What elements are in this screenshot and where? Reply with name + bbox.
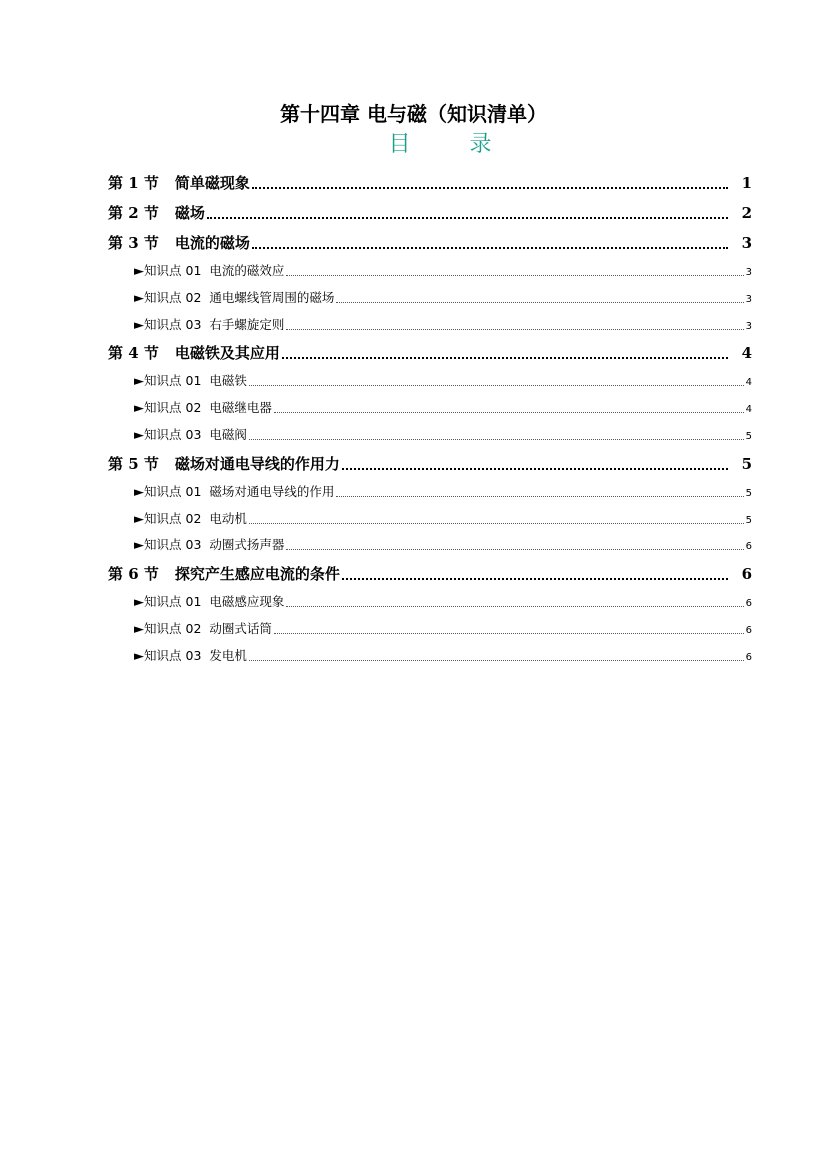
knowledge-point-page-number: 6 bbox=[745, 541, 752, 553]
section-number: 第 1 节 bbox=[108, 174, 159, 192]
knowledge-point-number: 01 bbox=[185, 594, 202, 610]
dot-leader bbox=[286, 312, 743, 338]
toc-knowledge-point-entry[interactable] bbox=[134, 532, 752, 558]
arrow-right-icon: ► bbox=[134, 374, 144, 390]
knowledge-point-page-number: 5 bbox=[745, 487, 752, 499]
arrow-right-icon: ► bbox=[134, 484, 144, 500]
knowledge-point-title: 通电螺线管周围的磁场 bbox=[209, 289, 335, 305]
arrow-right-icon: ► bbox=[134, 538, 144, 554]
dot-leader bbox=[336, 479, 743, 505]
knowledge-point-page-number: 3 bbox=[745, 320, 752, 332]
knowledge-point-title: 电磁铁 bbox=[209, 373, 247, 389]
knowledge-point-title: 电磁感应现象 bbox=[209, 594, 285, 610]
toc-section-entry[interactable] bbox=[108, 168, 752, 198]
knowledge-point-number: 02 bbox=[185, 621, 202, 636]
knowledge-point-page-number: 4 bbox=[745, 404, 752, 416]
knowledge-point-label: 知识点 bbox=[144, 621, 182, 636]
knowledge-point-number: 01 bbox=[185, 263, 202, 278]
section-number: 第 4 节 bbox=[108, 344, 159, 363]
knowledge-point-page-number: 6 bbox=[745, 651, 752, 663]
toc-section-entry[interactable] bbox=[108, 228, 752, 258]
knowledge-point-title: 右手螺旋定则 bbox=[209, 316, 285, 332]
knowledge-point-label: 知识点 bbox=[144, 510, 182, 526]
dot-leader bbox=[342, 449, 728, 479]
section-page-number: 5 bbox=[741, 454, 752, 473]
dot-leader bbox=[274, 616, 744, 642]
knowledge-point-page-number: 4 bbox=[745, 377, 752, 389]
knowledge-point-page-number: 3 bbox=[745, 267, 752, 278]
knowledge-point-label: 知识点 bbox=[144, 373, 182, 389]
arrow-right-icon: ► bbox=[134, 428, 144, 443]
section-page-number: 4 bbox=[741, 344, 752, 363]
toc-section-entry[interactable] bbox=[108, 338, 752, 368]
toc-section-entry[interactable] bbox=[108, 559, 752, 589]
section-number: 第 3 节 bbox=[108, 234, 159, 252]
document-title: 第十四章 电与磁（知识清单） bbox=[280, 102, 547, 126]
knowledge-point-number: 02 bbox=[185, 510, 202, 526]
section-number: 第 5 节 bbox=[108, 454, 159, 473]
knowledge-point-label: 知识点 bbox=[144, 400, 182, 416]
dot-leader bbox=[286, 589, 743, 615]
arrow-right-icon: ► bbox=[134, 317, 144, 333]
section-number: 第 2 节 bbox=[108, 204, 159, 222]
knowledge-point-label: 知识点 bbox=[144, 483, 182, 499]
toc-knowledge-point-entry[interactable] bbox=[134, 395, 752, 421]
knowledge-point-number: 02 bbox=[185, 289, 202, 305]
knowledge-point-title: 动圈式扬声器 bbox=[209, 537, 285, 553]
arrow-right-icon: ► bbox=[134, 648, 144, 664]
knowledge-point-label: 知识点 bbox=[144, 647, 182, 663]
dot-leader bbox=[249, 506, 744, 532]
arrow-right-icon: ► bbox=[134, 401, 144, 417]
toc-knowledge-point-entry[interactable] bbox=[134, 506, 752, 532]
toc-knowledge-point-entry[interactable] bbox=[134, 643, 752, 669]
toc-section-entry[interactable] bbox=[108, 449, 752, 479]
toc-knowledge-point-entry[interactable] bbox=[134, 479, 752, 505]
knowledge-point-title: 磁场对通电导线的作用 bbox=[209, 483, 335, 499]
knowledge-point-label: 知识点 bbox=[144, 594, 182, 610]
dot-leader bbox=[342, 559, 728, 589]
arrow-right-icon: ► bbox=[134, 622, 144, 637]
section-page-number: 6 bbox=[741, 565, 752, 584]
toc-knowledge-point-entry[interactable] bbox=[134, 589, 752, 615]
toc-section-entry[interactable] bbox=[108, 198, 752, 228]
knowledge-point-number: 03 bbox=[185, 647, 202, 663]
toc-knowledge-point-entry[interactable] bbox=[134, 368, 752, 394]
dot-leader bbox=[336, 285, 743, 311]
section-number: 第 6 节 bbox=[108, 565, 159, 584]
section-title: 磁场对通电导线的作用力 bbox=[174, 454, 340, 473]
knowledge-point-page-number: 6 bbox=[745, 598, 752, 610]
knowledge-point-number: 03 bbox=[185, 537, 202, 553]
dot-leader bbox=[249, 643, 744, 669]
knowledge-point-page-number: 5 bbox=[745, 514, 752, 526]
section-title: 探究产生感应电流的条件 bbox=[174, 565, 340, 584]
knowledge-point-label: 知识点 bbox=[144, 537, 182, 553]
dot-leader bbox=[249, 422, 744, 448]
dot-leader bbox=[274, 395, 744, 421]
dot-leader bbox=[207, 198, 728, 228]
arrow-right-icon: ► bbox=[134, 264, 144, 279]
knowledge-point-number: 01 bbox=[185, 373, 202, 389]
knowledge-point-label: 知识点 bbox=[144, 289, 182, 305]
toc-knowledge-point-entry[interactable] bbox=[134, 616, 752, 642]
toc-knowledge-point-entry[interactable] bbox=[134, 258, 752, 284]
knowledge-point-number: 01 bbox=[185, 483, 202, 499]
dot-leader bbox=[252, 168, 728, 198]
knowledge-point-label: 知识点 bbox=[144, 427, 182, 442]
section-title: 电流的磁场 bbox=[174, 234, 250, 252]
knowledge-point-title: 动圈式话筒 bbox=[209, 621, 272, 636]
section-title: 磁场 bbox=[174, 204, 205, 222]
toc-knowledge-point-entry[interactable] bbox=[134, 422, 752, 448]
knowledge-point-number: 03 bbox=[185, 427, 202, 442]
dot-leader bbox=[286, 258, 743, 284]
dot-leader bbox=[286, 532, 743, 558]
knowledge-point-page-number: 6 bbox=[745, 625, 752, 636]
toc-knowledge-point-entry[interactable] bbox=[134, 312, 752, 338]
knowledge-point-title: 电动机 bbox=[209, 510, 247, 526]
knowledge-point-title: 发电机 bbox=[209, 647, 247, 663]
knowledge-point-title: 电流的磁效应 bbox=[209, 263, 285, 278]
knowledge-point-page-number: 5 bbox=[745, 431, 752, 442]
knowledge-point-title: 电磁阀 bbox=[209, 427, 247, 442]
arrow-right-icon: ► bbox=[134, 290, 144, 306]
dot-leader bbox=[282, 338, 728, 368]
section-page-number: 3 bbox=[741, 234, 752, 252]
knowledge-point-label: 知识点 bbox=[144, 316, 182, 332]
knowledge-point-number: 03 bbox=[185, 316, 202, 332]
knowledge-point-label: 知识点 bbox=[144, 263, 182, 278]
dot-leader bbox=[249, 368, 744, 394]
section-title: 电磁铁及其应用 bbox=[174, 344, 280, 363]
toc-heading: 目 录 bbox=[388, 132, 518, 157]
section-title: 简单磁现象 bbox=[174, 174, 250, 192]
dot-leader bbox=[252, 228, 728, 258]
knowledge-point-page-number: 3 bbox=[745, 293, 752, 305]
toc-knowledge-point-entry[interactable] bbox=[134, 285, 752, 311]
arrow-right-icon: ► bbox=[134, 511, 144, 527]
section-page-number: 1 bbox=[741, 174, 752, 192]
section-page-number: 2 bbox=[741, 204, 752, 222]
knowledge-point-number: 02 bbox=[185, 400, 202, 416]
knowledge-point-title: 电磁继电器 bbox=[209, 400, 272, 416]
arrow-right-icon: ► bbox=[134, 595, 144, 611]
